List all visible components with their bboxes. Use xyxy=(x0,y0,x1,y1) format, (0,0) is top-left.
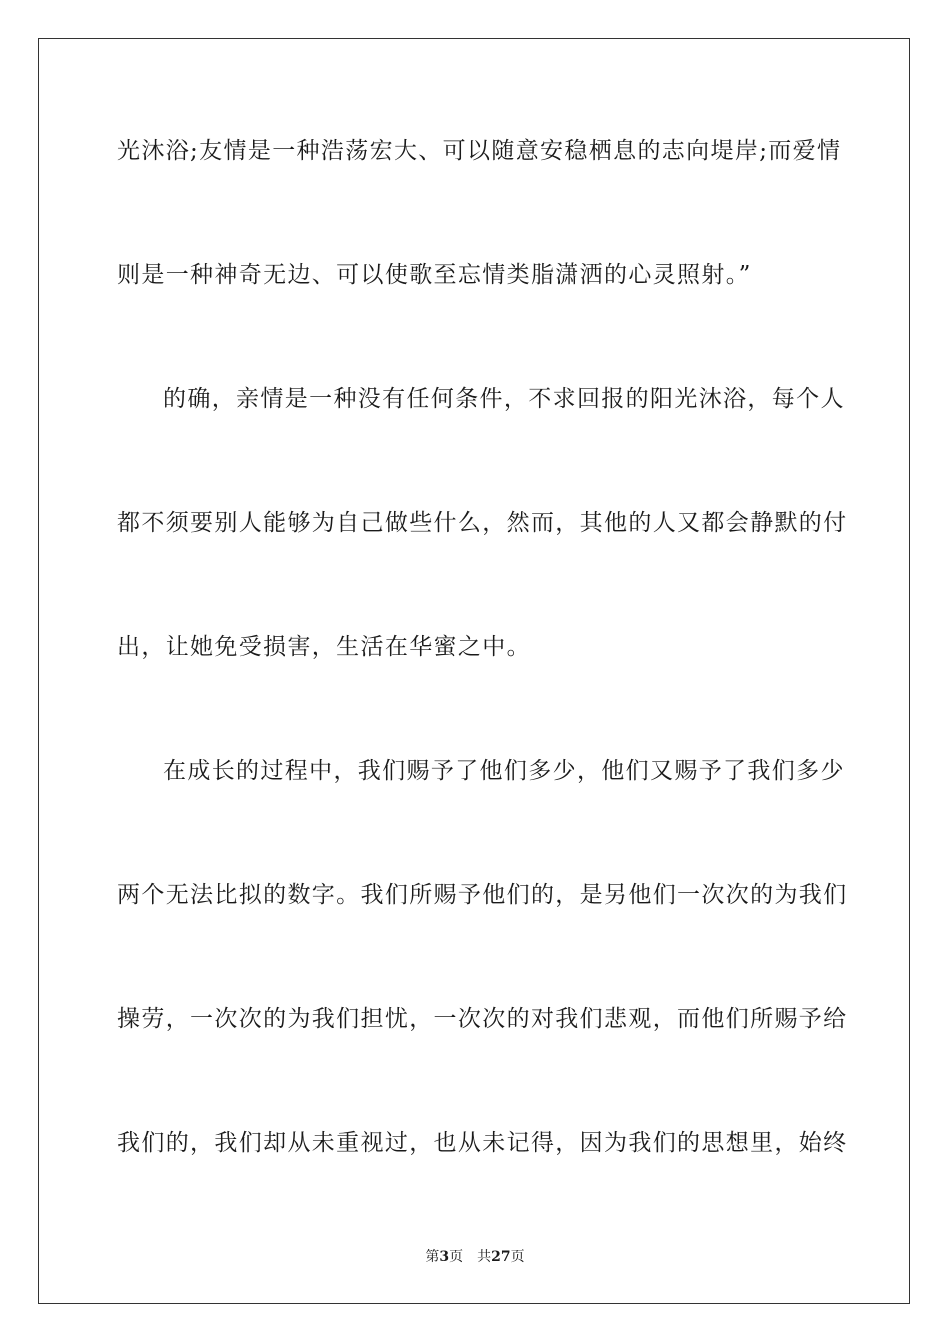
page-border xyxy=(38,38,910,1304)
body-line-7: 两个无法比拟的数字。我们所赐予他们的，是另他们一次次的为我们 xyxy=(117,882,848,908)
footer-total-suffix: 页 xyxy=(510,1249,525,1265)
body-line-1: 光沐浴;友情是一种浩荡宏大、可以随意安稳栖息的志向堤岸;而爱情 xyxy=(117,138,842,164)
body-line-9: 我们的，我们却从未重视过，也从未记得，因为我们的思想里，始终 xyxy=(117,1130,848,1156)
footer-total-prefix: 共 xyxy=(477,1249,492,1265)
page-footer xyxy=(0,1247,950,1267)
footer-page-suffix: 页 xyxy=(449,1249,464,1265)
body-line-2: 则是一种神奇无边、可以使歌至忘情类脂潇洒的心灵照射。” xyxy=(117,262,752,288)
footer-page-number: 3 xyxy=(439,1249,450,1265)
body-line-6: 在成长的过程中，我们赐予了他们多少，他们又赐予了我们多少 xyxy=(163,758,845,784)
footer-page-prefix: 第 xyxy=(425,1249,440,1265)
body-line-4: 都不须要别人能够为自己做些什么，然而，其他的人又都会静默的付 xyxy=(117,510,848,536)
body-line-3: 的确，亲情是一种没有任何条件，不求回报的阳光沐浴，每个人 xyxy=(163,386,845,412)
body-line-5: 出，让她免受损害，生活在华蜜之中。 xyxy=(117,634,531,660)
footer-total-pages: 27 xyxy=(491,1249,511,1265)
body-line-8: 操劳，一次次的为我们担忧，一次次的对我们悲观，而他们所赐予给 xyxy=(117,1006,848,1032)
